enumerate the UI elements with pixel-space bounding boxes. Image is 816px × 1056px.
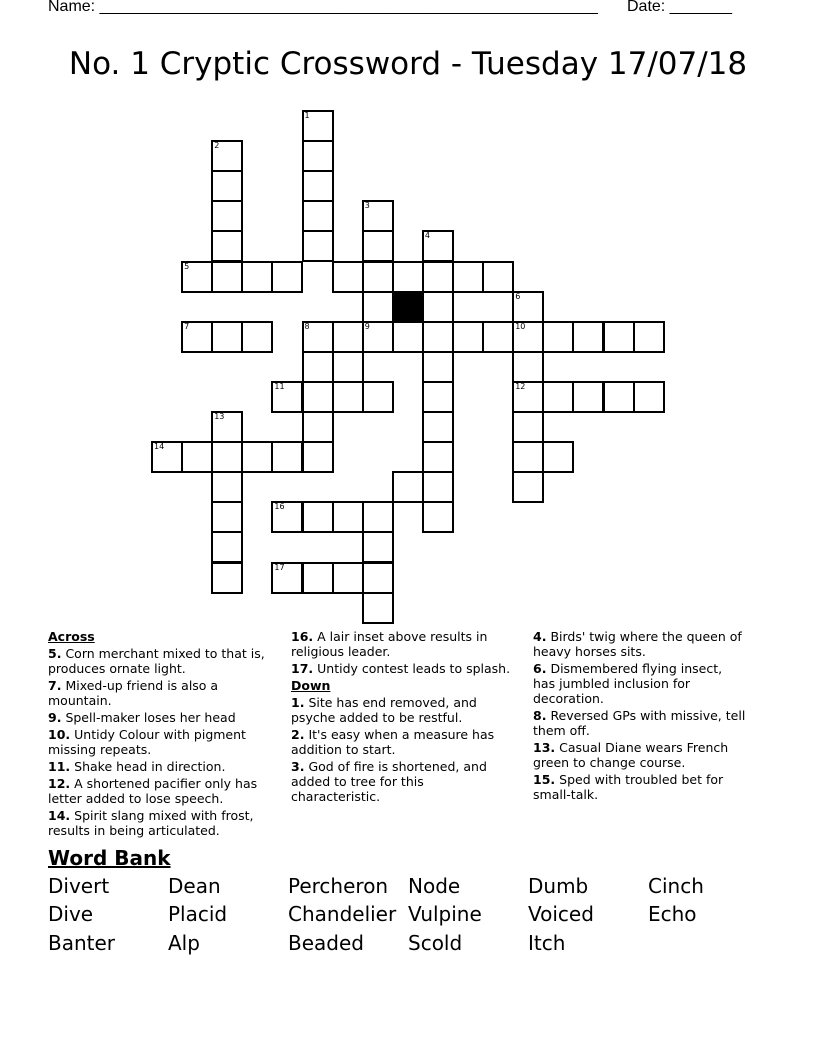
- grid-cell[interactable]: [181, 261, 213, 293]
- down-heading: Down: [291, 678, 331, 693]
- clue-across-5: 5. Corn merchant mixed to that is, produces ornate light.: [48, 646, 265, 676]
- grid-cell[interactable]: [302, 321, 334, 353]
- grid-cell[interactable]: [332, 381, 364, 413]
- grid-cell[interactable]: [211, 321, 243, 353]
- grid-cell[interactable]: [512, 291, 544, 323]
- clue-number: 16: [274, 502, 285, 512]
- grid-cell[interactable]: [512, 381, 544, 413]
- clue-across-16: 16. A lair inset above results in religious leader.: [291, 629, 488, 659]
- word-bank-word: Echo: [648, 902, 697, 926]
- grid-cell[interactable]: [362, 592, 394, 624]
- clue-number: 1: [304, 111, 310, 120]
- clue-across-7: 7. Mixed-up friend is also a mountain.: [48, 678, 219, 708]
- grid-cell[interactable]: [422, 321, 454, 353]
- word-bank-word: Percheron: [288, 874, 389, 898]
- grid-cell[interactable]: [241, 321, 273, 353]
- clues-column-1: [48, 629, 274, 840]
- grid-cell[interactable]: [512, 471, 544, 503]
- grid-cell[interactable]: [362, 230, 394, 262]
- grid-cell[interactable]: [211, 261, 243, 293]
- date-field-label: Date: _______: [627, 0, 732, 15]
- grid-cell[interactable]: [302, 140, 334, 172]
- grid-cell[interactable]: [302, 562, 334, 594]
- word-bank-word: Dumb: [528, 874, 589, 898]
- name-field-label: Name: ________________________________________________________: [48, 0, 598, 15]
- clue-number: 17: [274, 562, 285, 572]
- grid-cell[interactable]: [422, 411, 454, 443]
- clue-down-4: 4. Birds' twig where the queen of heavy horses sits.: [533, 629, 742, 659]
- word-bank-word: Beaded: [288, 931, 364, 955]
- word-bank-word: Vulpine: [408, 902, 482, 926]
- grid-cell[interactable]: [302, 381, 334, 413]
- grid-cell[interactable]: [572, 381, 604, 413]
- word-bank-word: Dive: [48, 902, 94, 926]
- grid-cell[interactable]: [542, 381, 574, 413]
- grid-cell[interactable]: [332, 501, 364, 533]
- grid-cell[interactable]: [362, 291, 394, 323]
- grid-cell[interactable]: [392, 261, 424, 293]
- clue-number: 14: [154, 442, 165, 452]
- grid-cell[interactable]: [482, 321, 514, 353]
- clue-number: 8: [304, 321, 310, 331]
- grid-cell[interactable]: [362, 531, 394, 563]
- grid-cell[interactable]: [302, 170, 334, 202]
- clue-number: 13: [214, 412, 225, 421]
- grid-cell[interactable]: [211, 441, 243, 473]
- clue-across-14: 14. Spirit slang mixed with frost, results in being articulated.: [48, 808, 254, 838]
- clue-number: 6: [515, 291, 521, 301]
- clues-column-2: [291, 629, 513, 806]
- word-bank-word: Cinch: [648, 874, 704, 898]
- grid-cell[interactable]: [422, 471, 454, 503]
- word-bank-word: Dean: [168, 874, 221, 898]
- clue-number: 5: [184, 261, 190, 271]
- clue-number: 7: [184, 321, 190, 331]
- grid-cell[interactable]: [362, 381, 394, 413]
- word-bank-word: Divert: [48, 874, 110, 898]
- clue-down-2: 2. It's easy when a measure has addition to start.: [291, 727, 495, 757]
- grid-cell[interactable]: [332, 321, 364, 353]
- clue-across-9: 9. Spell-maker loses her head: [48, 710, 236, 725]
- grid-cell[interactable]: [422, 501, 454, 533]
- grid-cell[interactable]: [271, 441, 303, 473]
- grid-cell[interactable]: [211, 562, 243, 594]
- grid-cell[interactable]: [302, 501, 334, 533]
- grid-cell[interactable]: [452, 321, 484, 353]
- grid-cell[interactable]: [211, 501, 243, 533]
- clue-number: 12: [515, 381, 526, 391]
- grid-cell[interactable]: [211, 471, 243, 503]
- grid-cell[interactable]: [512, 351, 544, 383]
- word-bank-word: Itch: [528, 931, 566, 955]
- grid-cell[interactable]: [422, 351, 454, 383]
- word-bank-title: Word Bank: [48, 846, 171, 870]
- grid-cell[interactable]: [181, 321, 213, 353]
- grid-cell[interactable]: [362, 562, 394, 594]
- clue-down-13: 13. Casual Diane wears French green to change course.: [533, 740, 729, 770]
- grid-cell[interactable]: [302, 230, 334, 262]
- grid-cell[interactable]: [302, 411, 334, 443]
- grid-cell[interactable]: [211, 170, 243, 202]
- grid-cell[interactable]: [542, 321, 574, 353]
- grid-cell[interactable]: [211, 200, 243, 232]
- grid-cell[interactable]: [362, 261, 394, 293]
- grid-cell[interactable]: [422, 230, 454, 262]
- clue-down-3: 3. God of fire is shortened, and added to tree for this characteristic.: [291, 759, 487, 804]
- grid-cell[interactable]: [211, 531, 243, 563]
- grid-cell[interactable]: [271, 501, 303, 533]
- clue-across-10: 10. Untidy Colour with pigment missing repeats.: [48, 727, 246, 757]
- clue-across-17: 17. Untidy contest leads to splash.: [291, 661, 511, 676]
- grid-cell[interactable]: [392, 321, 424, 353]
- grid-cell[interactable]: [512, 411, 544, 443]
- clues-column-3: [533, 629, 748, 804]
- grid-cell[interactable]: [211, 140, 243, 172]
- grid-cell[interactable]: [302, 110, 334, 142]
- grid-cell[interactable]: [422, 441, 454, 473]
- grid-cell[interactable]: [211, 411, 243, 443]
- grid-cell[interactable]: [603, 321, 635, 353]
- grid-cell[interactable]: [241, 261, 273, 293]
- grid-cell[interactable]: [362, 321, 394, 353]
- word-bank-word: Alp: [168, 931, 200, 955]
- grid-cell[interactable]: [271, 381, 303, 413]
- grid-cell[interactable]: [482, 261, 514, 293]
- grid-cell[interactable]: [302, 200, 334, 232]
- grid-cell[interactable]: [512, 441, 544, 473]
- grid-cell[interactable]: [633, 381, 665, 413]
- page-title: No. 1 Cryptic Crossword - Tuesday 17/07/18: [68, 46, 748, 82]
- grid-cell[interactable]: [151, 441, 183, 473]
- grid-cell[interactable]: [362, 501, 394, 533]
- clue-across-12: 12. A shortened pacifier only has letter added to lose speech.: [48, 776, 258, 806]
- grid-cell[interactable]: [512, 321, 544, 353]
- clue-number: 9: [364, 321, 370, 331]
- clue-down-8: 8. Reversed GPs with missive, tell them off.: [533, 708, 746, 738]
- grid-cell[interactable]: [241, 441, 273, 473]
- grid-cell[interactable]: [332, 351, 364, 383]
- grid-cell[interactable]: [302, 351, 334, 383]
- grid-cell[interactable]: [542, 441, 574, 473]
- clue-number: 3: [364, 201, 370, 211]
- grid-cell[interactable]: [422, 381, 454, 413]
- clue-number: 4: [424, 231, 430, 241]
- clue-across-11: 11. Shake head in direction.: [48, 759, 226, 774]
- clue-number: 11: [274, 381, 285, 391]
- clue-down-15: 15. Sped with troubled bet for small-talk.: [533, 772, 724, 802]
- clue-down-6: 6. Dismembered flying insect, has jumbled inclusion for decoration.: [533, 661, 723, 706]
- word-bank-word: Node: [408, 874, 461, 898]
- grid-cell[interactable]: [452, 261, 484, 293]
- grid-cell[interactable]: [392, 291, 424, 323]
- word-bank-word: Banter: [48, 931, 116, 955]
- grid-cell[interactable]: [362, 200, 394, 232]
- grid-cell[interactable]: [332, 261, 364, 293]
- grid-cell[interactable]: [302, 441, 334, 473]
- grid-cell[interactable]: [271, 562, 303, 594]
- clue-number: 2: [214, 141, 220, 151]
- clue-down-1: 1. Site has end removed, and psyche added to be restful.: [291, 695, 477, 725]
- grid-cell[interactable]: [422, 261, 454, 293]
- across-heading: Across: [48, 629, 95, 644]
- grid-cell[interactable]: [332, 562, 364, 594]
- grid-cell[interactable]: [181, 441, 213, 473]
- grid-cell[interactable]: [603, 381, 635, 413]
- grid-cell[interactable]: [271, 261, 303, 293]
- grid-cell[interactable]: [392, 471, 424, 503]
- grid-cell[interactable]: [633, 321, 665, 353]
- word-bank-word: Scold: [408, 931, 463, 955]
- grid-cell[interactable]: [572, 321, 604, 353]
- word-bank-word: Voiced: [528, 902, 594, 926]
- word-bank-word: Placid: [168, 902, 228, 926]
- word-bank-word: Chandelier: [288, 902, 397, 926]
- grid-cell[interactable]: [422, 291, 454, 323]
- clue-number: 10: [515, 321, 526, 331]
- grid-cell[interactable]: [211, 230, 243, 262]
